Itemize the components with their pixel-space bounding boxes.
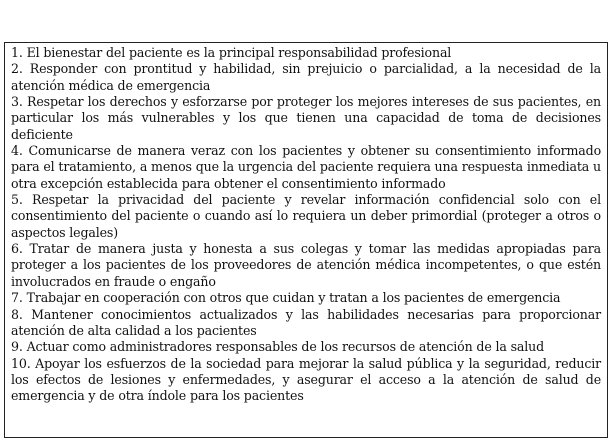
principle-5: 5. Respetar la privacidad del paciente y revelar información confidencial solo con el consentimiento del paciente o cuando así lo requiera un deber primordial (proteger a otros o aspectos legales) xyxy=(11,192,601,240)
principle-7: 7. Trabajar en cooperación con otros que cuidan y tratan a los pacientes de emergencia xyxy=(11,290,561,306)
principle-4: 4. Comunicarse de manera veraz con los pacientes y obtener su consentimiento informado para el tratamiento, a menos que la urgencia del paciente requiera una respuesta inmediata u otra excepción establecida para obtener el consentimiento informado xyxy=(11,143,601,191)
principle-3: 3. Respetar los derechos y esforzarse por proteger los mejores intereses de sus pacientes, en particular los más vulnerables y los que tienen una capacidad de toma de decisiones deficiente xyxy=(11,94,601,142)
principles-box xyxy=(4,42,608,438)
principle-6: 6. Tratar de manera justa y honesta a sus colegas y tomar las medidas apropiadas para proteger a los pacientes de los proveedores de atención médica incompetentes, o que estén involucrados en fraude o engaño xyxy=(11,241,601,289)
principle-2: 2. Responder con prontitud y habilidad, sin prejuicio o parcialidad, a la necesidad de la atención médica de emergencia xyxy=(11,61,601,93)
principle-9: 9. Actuar como administradores responsables de los recursos de atención de la salud xyxy=(11,339,544,355)
principle-1: 1. El bienestar del paciente es la principal responsabilidad profesional xyxy=(11,45,452,60)
principle-10: 10. Apoyar los esfuerzos de la sociedad para mejorar la salud pública y la seguridad, reducir los efectos de lesiones y enfermedades, y asegurar el acceso a la atención de salud de emergencia y de otra índole para los pacientes xyxy=(11,355,601,404)
principle-8: 8. Mantener conocimientos actualizados y las habilidades necesarias para proporcionar atención de alta calidad a los pacientes xyxy=(11,306,601,338)
